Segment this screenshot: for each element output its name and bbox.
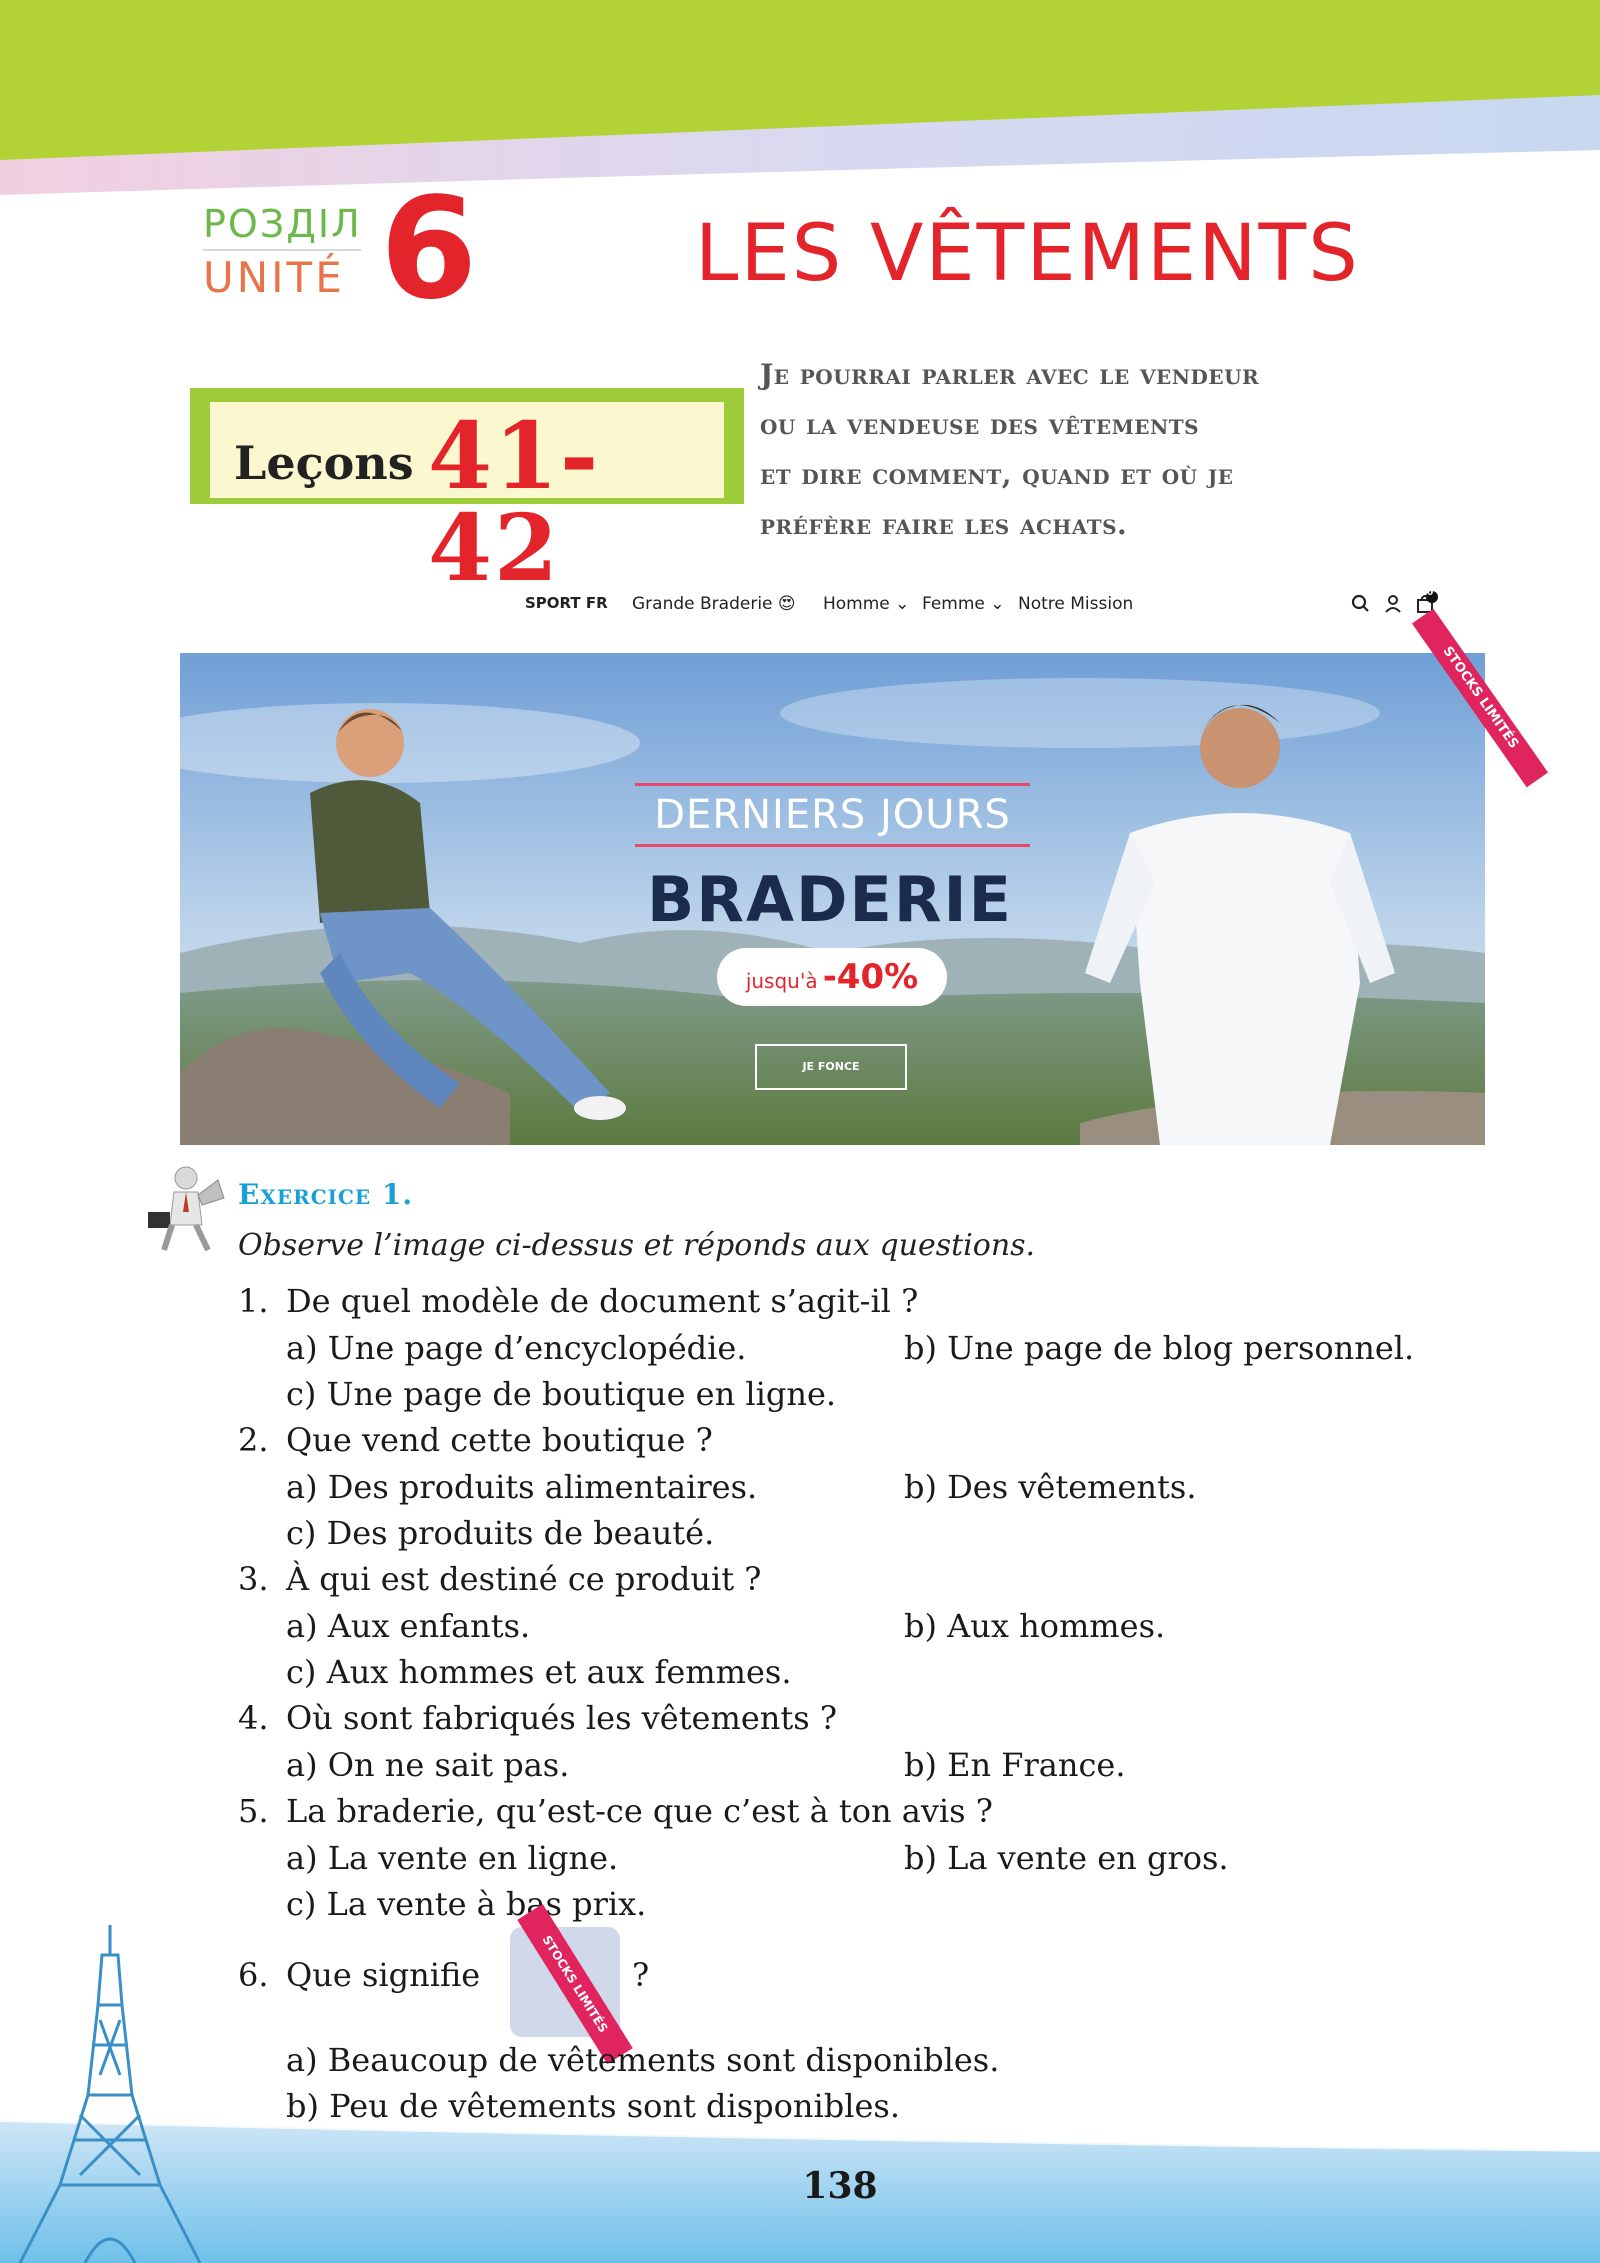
exercise-instruction: Observe l’image ci-dessus et réponds aux questions. (238, 1228, 1036, 1263)
unit-label (203, 202, 362, 302)
answer-option: c) Des produits de beauté. (286, 1514, 715, 1552)
unit-label-french: UNITÉ (203, 253, 345, 302)
question-number: 3. (238, 1560, 269, 1598)
question-1 (238, 1282, 919, 1320)
answer-option: a) La vente en ligne. (286, 1839, 619, 1877)
exercise-title: Exercice 1. (238, 1178, 414, 1211)
nav-link-grande-braderie[interactable]: Grande Braderie 😍 (632, 594, 796, 614)
objective-line: Je pourrai parler avec le vendeur (760, 358, 1260, 391)
answer-option: a) Une page d’encyclopédie. (286, 1329, 747, 1367)
page-number: 138 (802, 2165, 878, 2207)
question-number: 1. (238, 1282, 269, 1320)
answer-option: c) La vente à bas prix. (286, 1885, 647, 1923)
answer-option: a) Aux enfants. (286, 1607, 531, 1645)
unit-number: 6 (380, 168, 478, 331)
unit-label-ukrainian: РОЗДІЛ (203, 205, 361, 251)
stocks-limites-ribbon (1395, 643, 1525, 773)
question-6 (238, 1956, 481, 1994)
megaphone-man-icon (126, 1150, 236, 1260)
user-icon[interactable] (1380, 591, 1406, 617)
question-text: À qui est destiné ce produit ? (286, 1560, 762, 1598)
question-3 (238, 1560, 762, 1598)
answer-option: a) Des produits alimentaires. (286, 1468, 758, 1506)
answer-option: b) Une page de blog personnel. (904, 1329, 1415, 1367)
lesson-objective (760, 350, 1520, 550)
top-decorative-band (0, 0, 1600, 200)
answer-option: b) Des vêtements. (904, 1468, 1197, 1506)
question-number: 6. (238, 1956, 269, 1994)
shop-brand-logo[interactable]: SPORT FR (525, 594, 608, 612)
eiffel-tower-icon (40, 1925, 230, 2263)
question-4 (238, 1699, 837, 1737)
answer-option: c) Une page de boutique en ligne. (286, 1375, 837, 1413)
question-mark: ? (632, 1956, 650, 1994)
je-fonce-button[interactable]: JE FONCE (755, 1044, 907, 1090)
question-number: 2. (238, 1421, 269, 1459)
answer-option: a) Beaucoup de vêtements sont disponibles. (286, 2041, 1000, 2079)
objective-line: ou la vendeuse des vêtements (760, 408, 1200, 441)
answer-option: b) Aux hommes. (904, 1607, 1166, 1645)
search-icon[interactable] (1348, 591, 1374, 617)
discount-value: -40% (822, 957, 919, 997)
question-text: Que vend cette boutique ? (286, 1421, 713, 1459)
answer-option: b) La vente en gros. (904, 1839, 1229, 1877)
question-text: Que signifie (286, 1956, 481, 1994)
discount-prefix: jusqu'à (745, 969, 818, 993)
banner-derniers-jours: DERNIERS JOURS (635, 783, 1030, 847)
answer-option: c) Aux hommes et aux femmes. (286, 1653, 792, 1691)
lesson-box (190, 388, 744, 602)
question-number: 4. (238, 1699, 269, 1737)
lesson-word: Leçons (234, 436, 414, 490)
answer-option: b) Peu de vêtements sont disponibles. (286, 2087, 901, 2125)
answer-option: a) On ne sait pas. (286, 1746, 570, 1784)
shop-nav-bar (180, 575, 1485, 635)
cart-count-badge: 0 (1427, 588, 1434, 598)
nav-link-homme[interactable]: Homme ⌄ (823, 594, 910, 614)
lesson-numbers: 41-42 (428, 402, 601, 602)
question-number: 5. (238, 1792, 269, 1830)
stocks-limites-thumbnail-label: STOCKS LIMITÉS (517, 1904, 633, 2064)
banner-braderie-heading: BRADERIE (647, 863, 1013, 936)
objective-line: préfère faire les achats. (760, 508, 1128, 541)
answer-option: b) En France. (904, 1746, 1126, 1784)
lesson-box-inner (210, 402, 724, 602)
question-text: De quel modèle de document s’agit-il ? (286, 1282, 919, 1320)
page-title: LES VÊTEMENTS (695, 209, 1360, 299)
question-text: La braderie, qu’est-ce que c’est à ton avis ? (286, 1792, 993, 1830)
question-text: Où sont fabriqués les vêtements ? (286, 1699, 837, 1737)
nav-link-notre-mission[interactable]: Notre Mission (1018, 594, 1134, 614)
stocks-limites-label: STOCKS LIMITÉS (1412, 609, 1548, 788)
objective-line: et dire comment, quand et où je (760, 458, 1234, 491)
question-2 (238, 1421, 713, 1459)
stocks-limites-thumbnail (510, 1927, 620, 2037)
banner-discount-pill (717, 948, 947, 1006)
nav-link-femme[interactable]: Femme ⌄ (922, 594, 1005, 614)
shop-banner[interactable] (180, 643, 1522, 1145)
question-5 (238, 1792, 993, 1830)
